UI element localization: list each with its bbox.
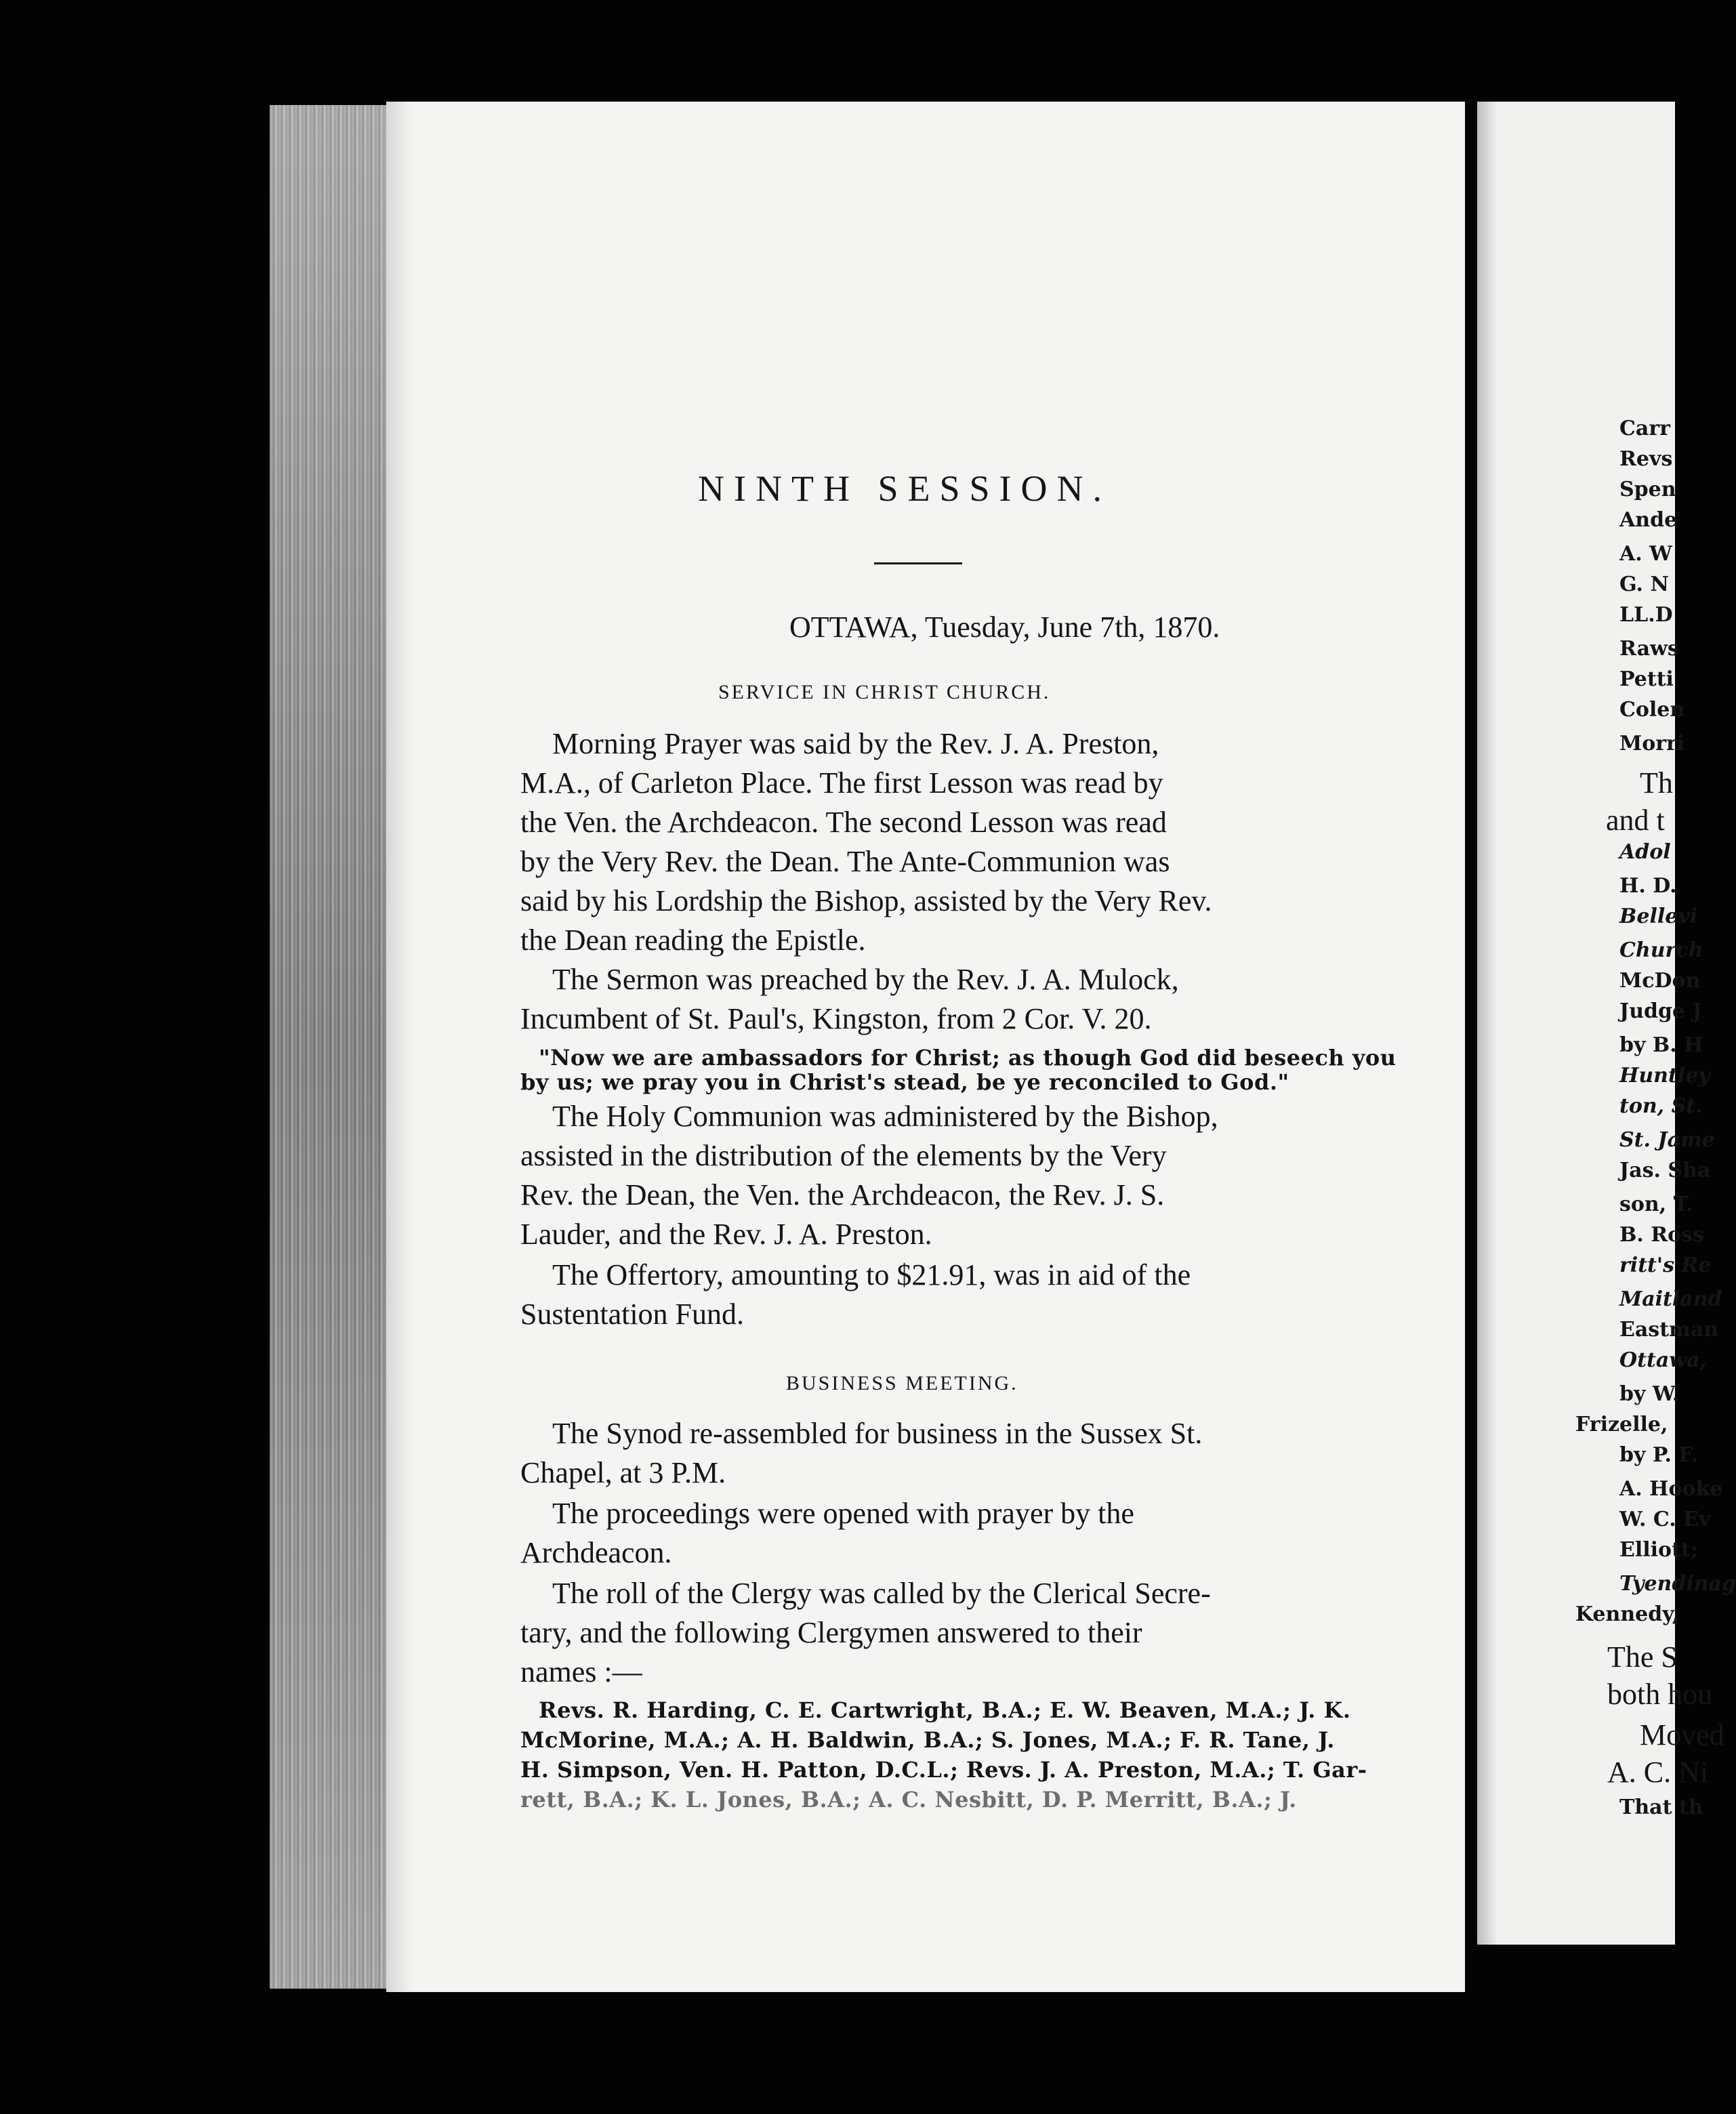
facing-line: LL.D — [1619, 603, 1673, 627]
facing-line: both hou — [1607, 1678, 1713, 1711]
service-line: Incumbent of St. Paul's, Kingston, from 2 Cor. V. 20. — [520, 1002, 1152, 1035]
quote-line: by us; we pray you in Christ's stead, be ye reconciled to God." — [520, 1069, 1289, 1095]
communion-line: The Offertory, amounting to $21.91, was in aid of the — [552, 1258, 1191, 1291]
facing-line: A. C. Ni — [1607, 1756, 1709, 1789]
business-line: Chapel, at 3 P.M. — [520, 1456, 726, 1489]
facing-line: Eastman — [1619, 1318, 1719, 1342]
facing-line: Adol — [1619, 840, 1671, 864]
roll-line: H. Simpson, Ven. H. Patton, D.C.L.; Revs. J. A. Preston, M.A.; T. Gar- — [520, 1757, 1367, 1783]
roll-line: McMorine, M.A.; A. H. Baldwin, B.A.; S. Jones, M.A.; F. R. Tane, J. — [520, 1727, 1335, 1753]
service-line: M.A., of Carleton Place. The first Lesson was read by — [520, 766, 1163, 800]
service-line: the Ven. the Archdeacon. The second Lesson was read — [520, 806, 1167, 839]
session-title: NINTH SESSION. — [698, 468, 1112, 509]
facing-line: St. Jame — [1619, 1128, 1715, 1152]
communion-line: Lauder, and the Rev. J. A. Preston. — [520, 1218, 932, 1251]
facing-line: Huntley — [1619, 1064, 1710, 1087]
title-rule — [874, 562, 962, 564]
facing-line: Carr — [1619, 417, 1670, 440]
roll-line: rett, B.A.; K. L. Jones, B.A.; A. C. Nesbitt, D. P. Merritt, B.A.; J. — [520, 1787, 1297, 1812]
facing-line: Th — [1640, 766, 1673, 800]
facing-line: H. D. — [1619, 874, 1677, 898]
facing-line: by P. F. — [1619, 1443, 1699, 1467]
facing-line: The S — [1607, 1640, 1678, 1674]
service-line: said by his Lordship the Bishop, assisted by the Very Rev. — [520, 884, 1212, 917]
facing-line: ton, St. — [1619, 1094, 1703, 1118]
facing-line: Bellevi — [1619, 905, 1698, 928]
facing-line: by B. H — [1619, 1033, 1703, 1057]
heading-business: BUSINESS MEETING. — [786, 1372, 1018, 1394]
business-line: Archdeacon. — [520, 1536, 672, 1569]
business-line: names :— — [520, 1655, 642, 1688]
business-line: The roll of the Clergy was called by the Clerical Secre- — [552, 1577, 1211, 1610]
business-line: The proceedings were opened with prayer by the — [552, 1497, 1134, 1530]
facing-line: Ottawa, — [1619, 1348, 1707, 1372]
facing-line: Ande — [1619, 508, 1678, 532]
facing-line: Frizelle, — [1575, 1413, 1668, 1436]
facing-line: Judge J — [1619, 999, 1702, 1023]
service-line: The Sermon was preached by the Rev. J. A. Mulock, — [552, 963, 1179, 996]
dateline: OTTAWA, Tuesday, June 7th, 1870. — [789, 610, 1220, 644]
communion-line: Rev. the Dean, the Ven. the Archdeacon, the Rev. J. S. — [520, 1178, 1165, 1211]
facing-line: W. C. Ev — [1619, 1508, 1711, 1531]
facing-line: by W. — [1619, 1382, 1680, 1406]
service-line: by the Very Rev. the Dean. The Ante-Communion was — [520, 845, 1170, 878]
facing-line: Elliott; — [1619, 1538, 1698, 1562]
facing-line: Church — [1619, 938, 1703, 962]
page-edge — [270, 105, 392, 1989]
facing-line: B. Ross — [1619, 1223, 1704, 1247]
facing-line: G. N — [1619, 573, 1669, 596]
facing-line: son, T. — [1619, 1193, 1693, 1216]
facing-line: Tyendinag — [1619, 1572, 1736, 1596]
facing-line: A. Hooke — [1619, 1477, 1723, 1501]
communion-line: assisted in the distribution of the elements by the Very — [520, 1139, 1167, 1172]
facing-line: Petti — [1619, 667, 1674, 691]
facing-line: That th — [1619, 1796, 1703, 1819]
facing-text — [1575, 0, 1736, 2114]
facing-line: Raws — [1619, 637, 1679, 661]
heading-service: SERVICE IN CHRIST CHURCH. — [718, 681, 1051, 703]
facing-line: Moved — [1640, 1718, 1724, 1752]
service-line: the Dean reading the Epistle. — [520, 924, 866, 957]
quote-line: "Now we are ambassadors for Christ; as though God did beseech you — [539, 1045, 1397, 1071]
communion-line: Sustentation Fund. — [520, 1298, 745, 1331]
business-line: The Synod re-assembled for business in the Sussex St. — [552, 1417, 1203, 1450]
facing-line: A. W — [1619, 542, 1672, 566]
roll-line: Revs. R. Harding, C. E. Cartwright, B.A.; E. W. Beaven, M.A.; J. K. — [539, 1697, 1351, 1723]
communion-line: The Holy Communion was administered by the Bishop, — [552, 1100, 1218, 1133]
service-line: Morning Prayer was said by the Rev. J. A. Preston, — [552, 727, 1159, 760]
facing-line: Maitland — [1619, 1287, 1722, 1311]
facing-line: Colen — [1619, 698, 1685, 722]
facing-line: Spen — [1619, 478, 1676, 501]
business-line: tary, and the following Clergymen answered to their — [520, 1616, 1142, 1649]
facing-line: Kennedy, — [1575, 1602, 1680, 1626]
facing-line: Morri — [1619, 732, 1685, 755]
facing-line: ritt's Re — [1619, 1253, 1712, 1277]
facing-line: Jas. Sha — [1619, 1159, 1711, 1182]
facing-line: McDon — [1619, 969, 1701, 993]
facing-line: and t — [1606, 804, 1665, 837]
facing-line: Revs — [1619, 447, 1673, 471]
